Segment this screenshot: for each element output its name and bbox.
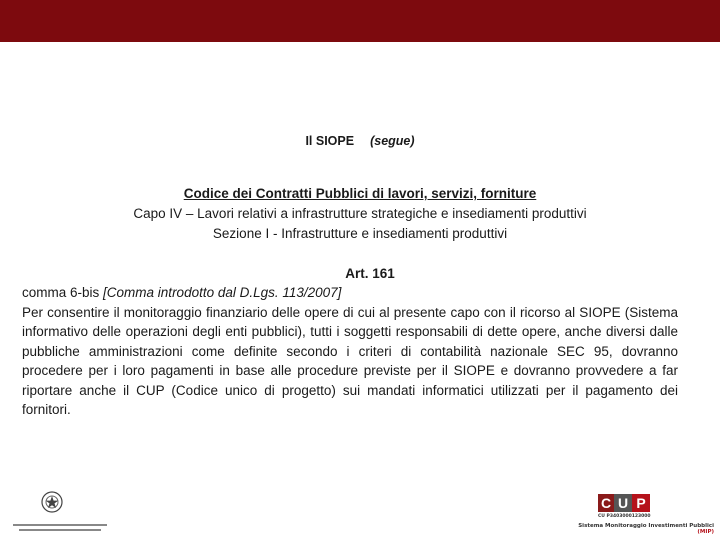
cup-logo: [598, 494, 650, 512]
chapter-line: Capo IV – Lavori relativi a infrastrutture strategiche e insediamenti produttivi: [133, 206, 587, 221]
emblem-icon: [8, 490, 112, 516]
emblem-caption-line-1: [13, 524, 107, 526]
title-suffix: (segue): [370, 134, 415, 148]
government-emblem: [8, 490, 112, 530]
cup-logo-c: C: [598, 494, 614, 512]
article-body: [22, 303, 678, 419]
cup-logo-u: U: [614, 494, 632, 512]
emblem-caption-line-2: [19, 529, 101, 531]
code-heading: Codice dei Contratti Pubblici di lavori, servizi, forniture: [183, 186, 537, 201]
body-text-part2: e dovranno provvedere a far riportare anche il: [22, 363, 678, 398]
siope-term: SIOPE: [453, 363, 495, 379]
comma-line: [22, 285, 341, 300]
top-banner: [0, 0, 720, 42]
subtitle-block: [0, 184, 720, 244]
cup-logo-block: [576, 494, 714, 534]
section-line: Sezione I - Infrastrutture e insediamenti produttivi: [212, 226, 508, 241]
cup-logo-p: P: [632, 494, 650, 512]
cup-code: CU P3403000123000: [598, 514, 651, 519]
cup-caption: [576, 523, 714, 535]
cup-term: CUP: [136, 382, 165, 398]
body-text-part3: (Codice unico di progetto) sui mandati informatici utilizzati per il pagamento dei fornitori.: [22, 382, 678, 418]
comma-label: comma 6-bis: [22, 285, 100, 300]
article-number: Art. 161: [345, 266, 395, 281]
title-main: Il SIOPE: [305, 134, 355, 148]
body-text-part1: Per consentire il monitoraggio finanziario delle opere di cui al presente capo con il ricorso al SIOPE (Sistema informativo delle operazioni degli enti pubblici), tutti i soggetti responsabili di dette opere, anche diversi dalle pubbliche amministrazioni come definite secondo i criteri di contabilità nazionale SEC 95, dovranno procedere per i loro pagamenti in base alle procedure previste per il: [22, 305, 678, 379]
cup-caption-tag: (MIP): [697, 529, 714, 535]
slide-title: [0, 134, 720, 148]
cup-caption-main: Sistema Monitoraggio Investimenti Pubblici: [578, 523, 714, 529]
comma-reference: [Comma introdotto dal D.Lgs. 113/2007]: [103, 285, 342, 300]
